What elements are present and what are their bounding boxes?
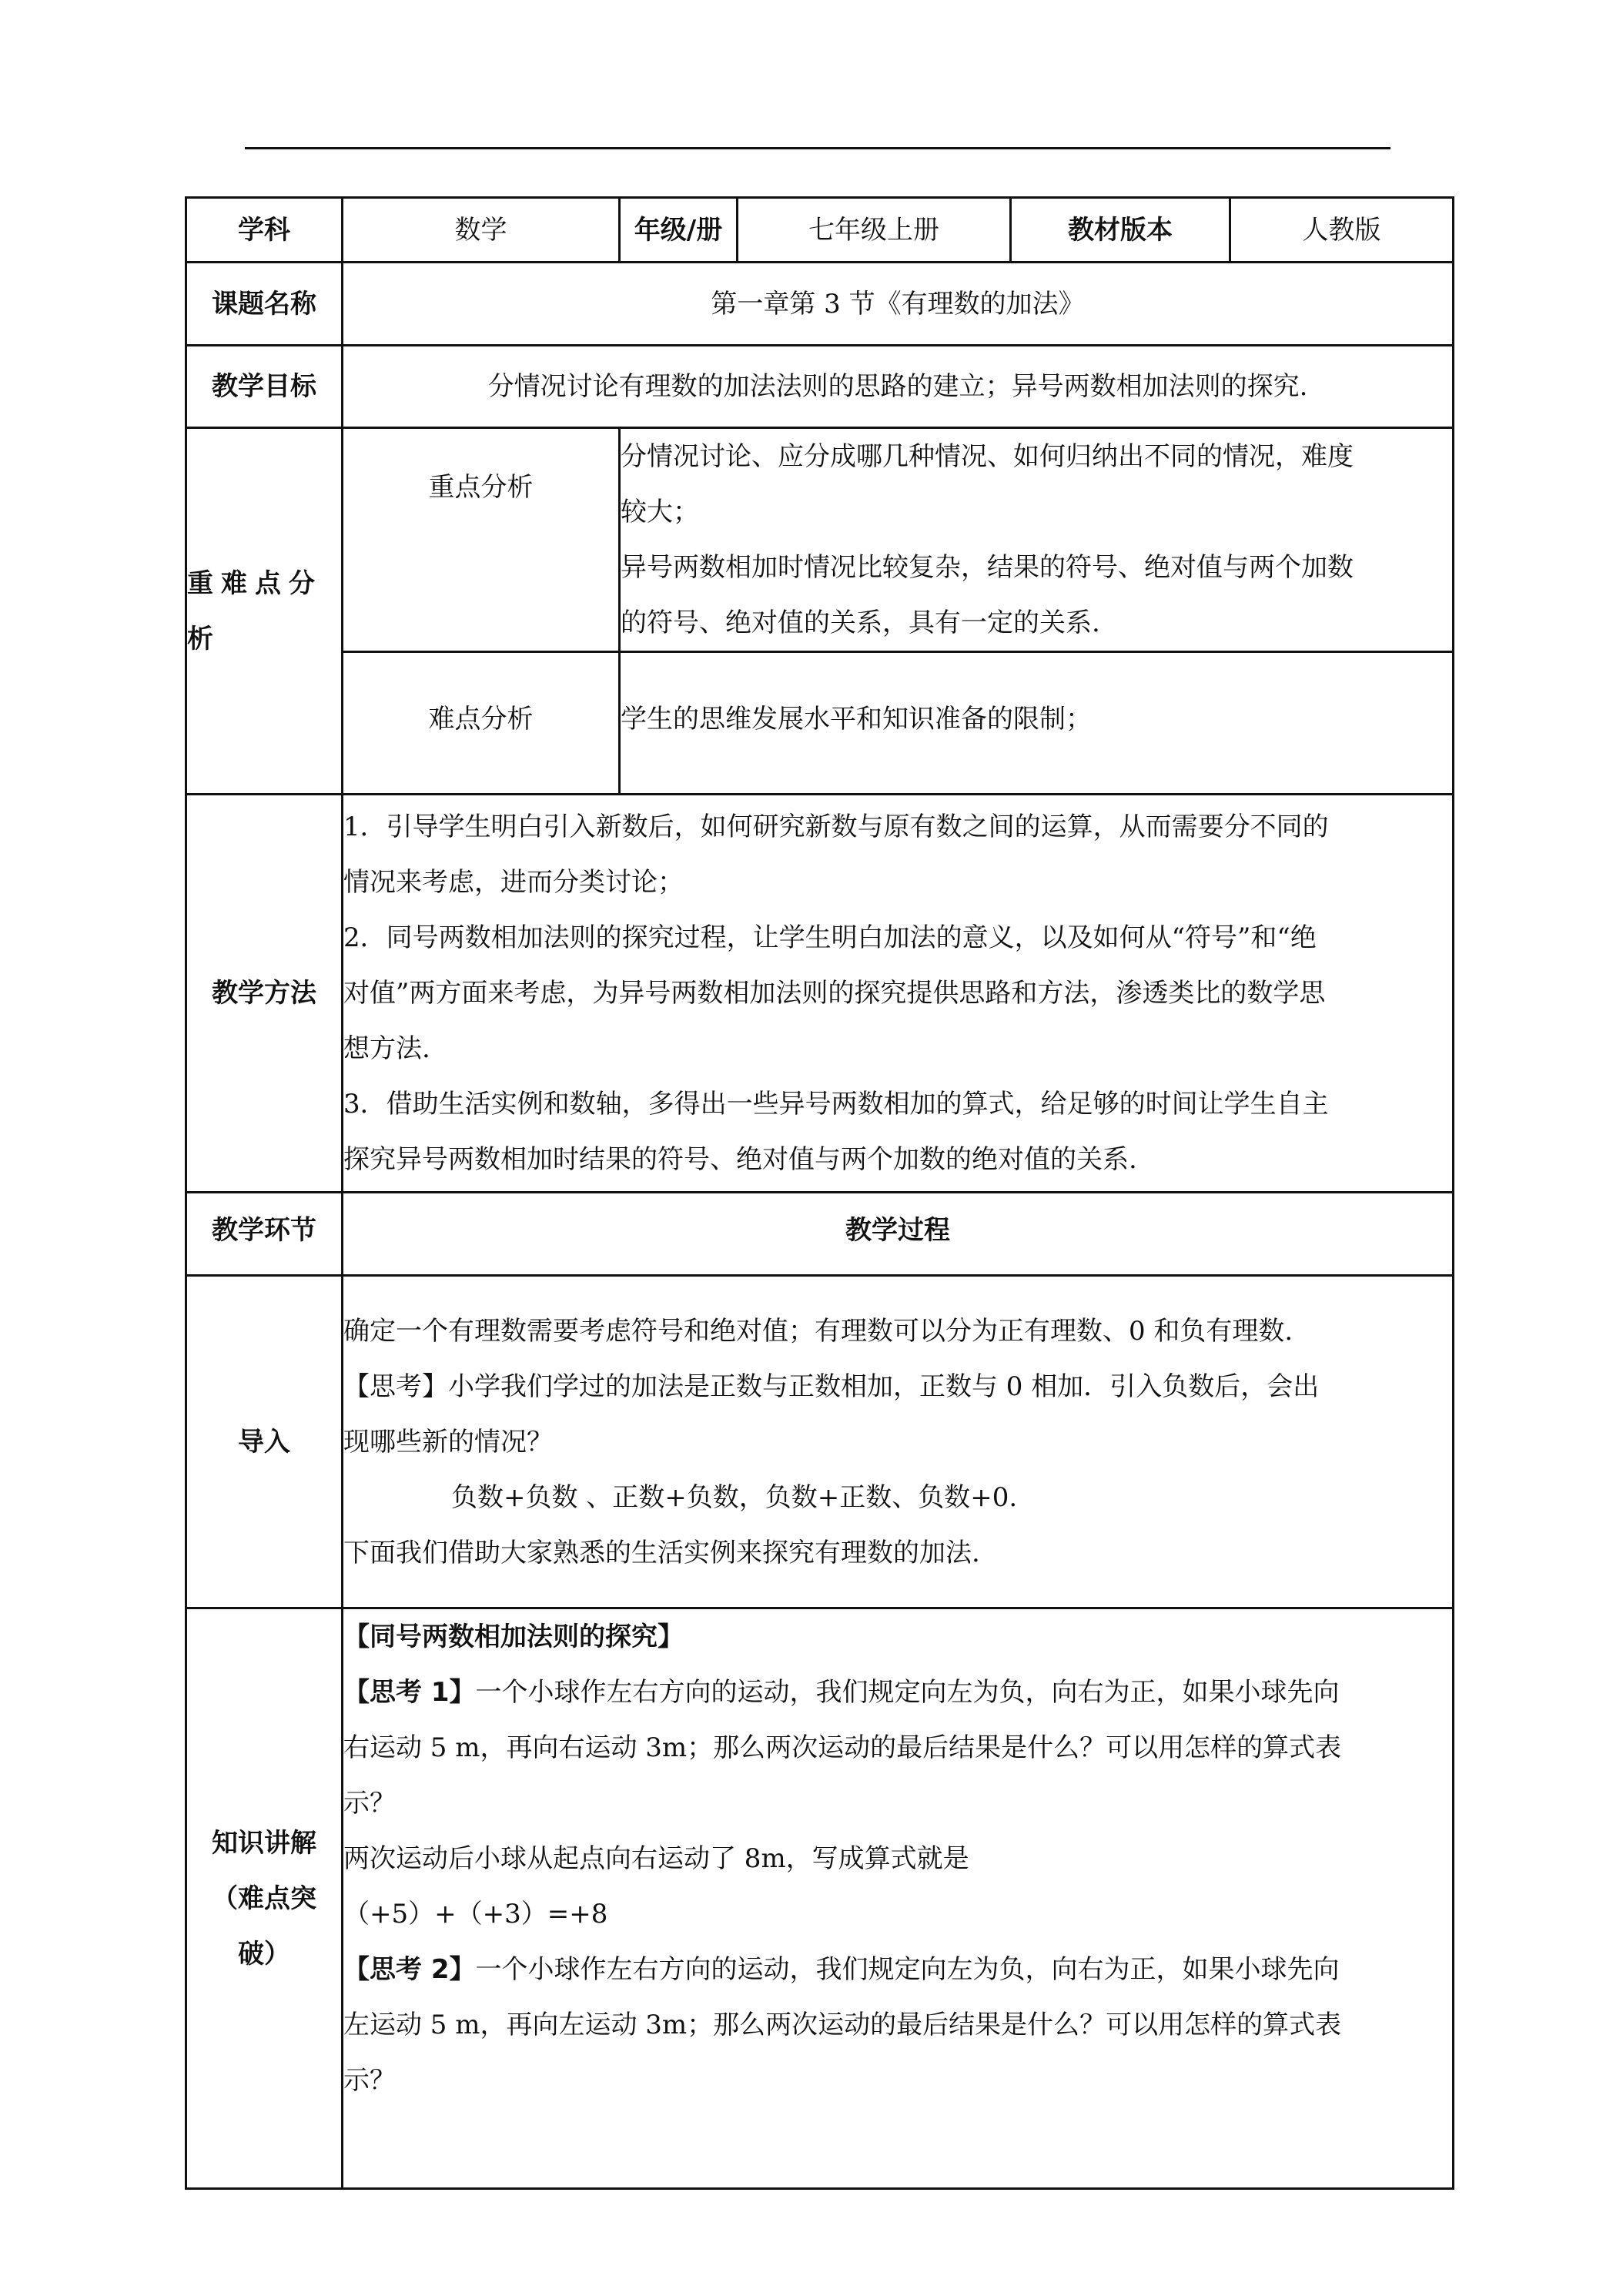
process-header: 教学过程 <box>343 1193 1454 1276</box>
grade-label: 年级/册 <box>620 198 738 263</box>
intro-label: 导入 <box>186 1276 343 1608</box>
header-rule <box>245 147 1390 149</box>
subject-label: 学科 <box>186 198 343 263</box>
think2-tag: 【思考 2】 <box>343 1954 476 1985</box>
method-line-5: 想方法. <box>343 1033 430 1064</box>
method-text <box>343 795 1454 1193</box>
difficult-analysis-label: 难点分析 <box>343 652 620 795</box>
difficult-analysis-text: 学生的思维发展水平和知识准备的限制； <box>620 652 1454 795</box>
key-line-1: 分情况讨论、应分成哪几种情况、如何归纳出不同的情况，难度 <box>621 441 1354 472</box>
topic-label: 课题名称 <box>186 263 343 346</box>
difficult-analysis-row <box>186 652 1454 795</box>
knowledge-text <box>343 1608 1454 2189</box>
knowledge-heading: 【同号两数相加法则的探究】 <box>343 1622 684 1652</box>
think2-line-2: 左运动 5 m，再向左运动 3m；那么两次运动的最后结果是什么？可以用怎样的算式表 <box>343 2010 1342 2040</box>
topic-row <box>186 263 1454 346</box>
answer1: 两次运动后小球从起点向右运动了 8m，写成算式就是 <box>343 1843 969 1874</box>
knowledge-label-line1: 知识讲解 <box>212 1827 316 1859</box>
method-line-4: 对值”两方面来考虑，为异号两数相加法则的探究提供思路和方法，渗透类比的数学思 <box>343 978 1326 1009</box>
think1-line-1 <box>343 1665 1452 1720</box>
intro-line-1: 确定一个有理数需要考虑符号和绝对值；有理数可以分为正有理数、0 和负有理数. <box>343 1315 1293 1347</box>
think2-line-1 <box>343 1942 1452 1997</box>
think2-text-a: 一个小球作左右方向的运动，我们规定向左为负，向右为正，如果小球先向 <box>475 1954 1340 1985</box>
grade-value: 七年级上册 <box>738 198 1011 263</box>
think1-tag: 【思考 1】 <box>343 1677 476 1708</box>
knowledge-label-line3: 破） <box>238 1938 290 1970</box>
lesson-plan-table <box>185 196 1454 2190</box>
method-line-7: 探究异号两数相加时结果的符号、绝对值与两个加数的绝对值的关系. <box>343 1144 1137 1175</box>
intro-line-5: 下面我们借助大家熟悉的生活实例来探究有理数的加法. <box>343 1537 980 1568</box>
knowledge-label <box>186 1608 343 2189</box>
method-line-3: 2．同号两数相加法则的探究过程，让学生明白加法的意义，以及如何从“符号”和“绝 <box>343 922 1317 953</box>
info-row <box>186 198 1454 263</box>
think1-line-3: 示？ <box>343 1788 396 1819</box>
intro-row <box>186 1276 1454 1608</box>
intro-line-2: 【思考】小学我们学过的加法是正数与正数相加，正数与 0 相加．引入负数后，会出 <box>343 1371 1320 1402</box>
key-analysis-text <box>620 428 1454 652</box>
stage-header: 教学环节 <box>186 1193 343 1276</box>
analysis-label <box>186 428 343 795</box>
edition-label: 教材版本 <box>1011 198 1230 263</box>
method-line-6: 3．借助生活实例和数轴，多得出一些异号两数相加的算式，给足够的时间让学生自主 <box>343 1089 1329 1120</box>
key-analysis-label: 重点分析 <box>343 428 620 652</box>
process-header-row <box>186 1193 1454 1276</box>
key-line-2: 较大； <box>621 497 699 527</box>
edition-value: 人教版 <box>1230 198 1454 263</box>
goal-row <box>186 346 1454 428</box>
topic-value: 第一章第 3 节《有理数的加法》 <box>343 263 1454 346</box>
intro-line-3: 现哪些新的情况？ <box>343 1426 553 1458</box>
goal-value: 分情况讨论有理数的加法法则的思路的建立；异号两数相加法则的探究. <box>343 346 1454 428</box>
think2-line-3: 示？ <box>343 2065 396 2096</box>
equation1: （+5）+（+3）=+8 <box>343 1899 608 1930</box>
subject-value: 数学 <box>343 198 620 263</box>
key-line-4: 的符号、绝对值的关系，具有一定的关系. <box>621 607 1100 638</box>
knowledge-row <box>186 1608 1454 2189</box>
key-analysis-row <box>186 428 1454 652</box>
goal-label: 教学目标 <box>186 346 343 428</box>
think1-text-a: 一个小球作左右方向的运动，我们规定向左为负，向右为正，如果小球先向 <box>475 1677 1340 1708</box>
think1-line-2: 右运动 5 m，再向右运动 3m；那么两次运动的最后结果是什么？可以用怎样的算式表 <box>343 1732 1342 1763</box>
analysis-label-line1: 重难点分 <box>187 567 323 599</box>
intro-line-4: 负数+负数 、正数+负数，负数+正数、负数+0. <box>451 1481 1018 1513</box>
intro-text <box>343 1276 1454 1608</box>
analysis-label-line2: 析 <box>187 623 221 654</box>
knowledge-label-line2: （难点突 <box>212 1883 316 1914</box>
method-line-1: 1．引导学生明白引入新数后，如何研究新数与原有数之间的运算，从而需要分不同的 <box>343 812 1329 842</box>
method-label: 教学方法 <box>186 795 343 1193</box>
key-line-3: 异号两数相加时情况比较复杂，结果的符号、绝对值与两个加数 <box>621 552 1354 583</box>
method-row <box>186 795 1454 1193</box>
method-line-2: 情况来考虑，进而分类讨论； <box>343 867 684 898</box>
